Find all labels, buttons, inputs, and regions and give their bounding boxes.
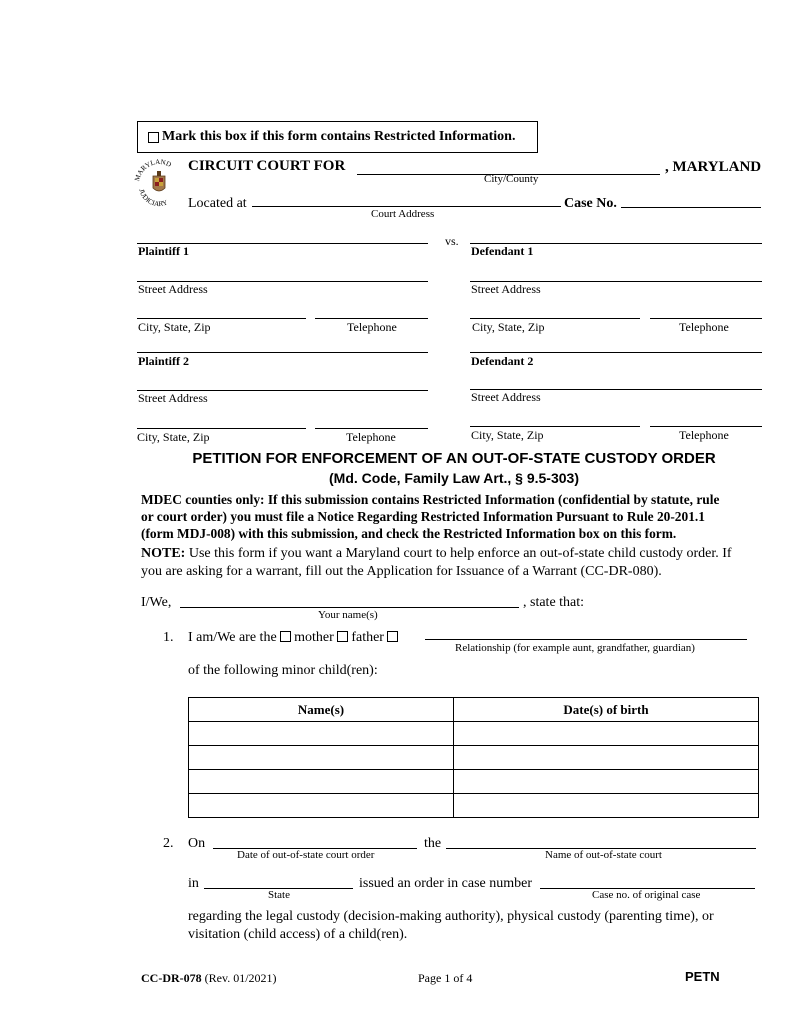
court-prefix: CIRCUIT COURT FOR bbox=[188, 158, 346, 174]
form-code: PETN bbox=[685, 969, 720, 984]
form-title: PETITION FOR ENFORCEMENT OF AN OUT-OF-STATE CUSTODY ORDER bbox=[192, 450, 716, 467]
case-no-field[interactable] bbox=[621, 207, 761, 208]
defendant2-street-caption: Street Address bbox=[471, 390, 541, 404]
dob-header: Date(s) of birth bbox=[454, 698, 759, 722]
defendant1-label: Defendant 1 bbox=[471, 244, 534, 258]
plaintiff2-label: Plaintiff 2 bbox=[138, 354, 189, 368]
case-no-label: Case No. bbox=[564, 196, 617, 211]
item2-issued: issued an order in case number bbox=[359, 876, 532, 891]
mdec-line-1: MDEC counties only: If this submission contains Restricted Information (confidential by statute, rule bbox=[141, 492, 720, 507]
restricted-info-label: Mark this box if this form contains Restricted Information. bbox=[162, 129, 516, 144]
following-children-text: of the following minor child(ren): bbox=[188, 663, 378, 678]
item2-number: 2. bbox=[163, 836, 174, 851]
other-relationship-checkbox[interactable] bbox=[387, 631, 398, 642]
item1-text: I am/We are the bbox=[188, 630, 277, 645]
names-header: Name(s) bbox=[189, 698, 454, 722]
child-dob-cell[interactable] bbox=[454, 770, 759, 794]
regarding-line-2: visitation (child access) of a child(ren). bbox=[188, 927, 408, 942]
mdec-notice bbox=[141, 491, 719, 542]
plaintiff2-name-field[interactable] bbox=[137, 352, 428, 353]
plaintiff2-city-caption: City, State, Zip bbox=[137, 430, 210, 444]
relationship-field[interactable] bbox=[425, 639, 747, 640]
defendant2-phone-caption: Telephone bbox=[679, 428, 729, 442]
mother-label: mother bbox=[294, 630, 334, 645]
child-name-cell[interactable] bbox=[189, 722, 454, 746]
regarding-line-1: regarding the legal custody (decision-making authority), physical custody (parenting time), or bbox=[188, 909, 714, 924]
plaintiff2-street-caption: Street Address bbox=[138, 391, 208, 405]
page-number: Page 1 of 4 bbox=[418, 971, 473, 985]
item2-regarding bbox=[188, 908, 714, 944]
mother-checkbox[interactable] bbox=[280, 631, 291, 642]
plaintiff1-label: Plaintiff 1 bbox=[138, 244, 189, 258]
table-row bbox=[189, 746, 759, 770]
form-revision: (Rev. 01/2021) bbox=[204, 971, 277, 985]
item2-the: the bbox=[424, 836, 442, 851]
mdec-line-2: or court order) you must file a Notice Regarding Restricted Information Pursuant to Rule 20-201.1 bbox=[141, 509, 705, 524]
item2-on: On bbox=[188, 836, 206, 851]
restricted-info-box[interactable] bbox=[137, 121, 538, 153]
court-address-field[interactable] bbox=[252, 206, 561, 207]
defendant1-street-caption: Street Address bbox=[471, 282, 541, 296]
table-row bbox=[189, 794, 759, 818]
relationship-caption: Relationship (for example aunt, grandfather, guardian) bbox=[455, 642, 695, 654]
iwe-prefix: I/We, bbox=[141, 595, 172, 610]
court-address-caption: Court Address bbox=[371, 208, 435, 220]
state-caption: State bbox=[268, 889, 290, 901]
child-name-cell[interactable] bbox=[189, 746, 454, 770]
child-dob-cell[interactable] bbox=[454, 794, 759, 818]
footer-form-id bbox=[141, 971, 277, 986]
your-names-field[interactable] bbox=[180, 607, 519, 608]
child-name-cell[interactable] bbox=[189, 770, 454, 794]
note-block bbox=[141, 545, 732, 581]
plaintiff1-city-caption: City, State, Zip bbox=[138, 320, 211, 334]
defendant1-phone-caption: Telephone bbox=[679, 320, 729, 334]
defendant2-city-caption: City, State, Zip bbox=[471, 428, 544, 442]
item1-number: 1. bbox=[163, 630, 174, 645]
court-name-caption: Name of out-of-state court bbox=[545, 849, 662, 861]
restricted-info-checkbox[interactable] bbox=[148, 132, 159, 143]
case-number-caption: Case no. of original case bbox=[592, 889, 701, 901]
note-line-2: you are asking for a warrant, fill out the Application for Issuance of a Warrant (CC-DR-080). bbox=[141, 564, 662, 579]
iwe-suffix: , state that: bbox=[523, 595, 585, 610]
vs-label: vs. bbox=[445, 234, 459, 248]
seal-crest-icon bbox=[153, 171, 165, 191]
seal-bottom-text: JUDICIARY bbox=[137, 188, 169, 209]
plaintiff1-street-caption: Street Address bbox=[138, 282, 208, 296]
seal-top-text: MARYLAND bbox=[133, 157, 173, 183]
plaintiff1-phone-caption: Telephone bbox=[347, 320, 397, 334]
order-date-caption: Date of out-of-state court order bbox=[237, 849, 375, 861]
form-subtitle: (Md. Code, Family Law Art., § 9.5-303) bbox=[329, 470, 579, 486]
plaintiff2-phone-caption: Telephone bbox=[346, 430, 396, 444]
your-names-caption: Your name(s) bbox=[318, 609, 378, 621]
plaintiff2-city-field[interactable] bbox=[137, 428, 306, 429]
defendant2-city-field[interactable] bbox=[470, 426, 640, 427]
father-checkbox[interactable] bbox=[337, 631, 348, 642]
child-dob-cell[interactable] bbox=[454, 722, 759, 746]
father-label: father bbox=[351, 630, 384, 645]
maryland-judiciary-seal bbox=[133, 156, 185, 212]
mdec-line-3: (form MDJ-008) with this submission, and check the Restricted Information box on this form. bbox=[141, 526, 677, 541]
plaintiff2-phone-field[interactable] bbox=[315, 428, 428, 429]
defendant1-phone-field[interactable] bbox=[650, 318, 762, 319]
defendant1-city-field[interactable] bbox=[470, 318, 640, 319]
note-line-1: Use this form if you want a Maryland court to help enforce an out-of-state child custody order. If bbox=[188, 546, 732, 561]
plaintiff1-city-field[interactable] bbox=[137, 318, 306, 319]
child-dob-cell[interactable] bbox=[454, 746, 759, 770]
item2-in: in bbox=[188, 876, 199, 891]
children-table bbox=[188, 697, 759, 818]
defendant2-phone-field[interactable] bbox=[650, 426, 762, 427]
note-label: NOTE: bbox=[141, 546, 186, 561]
form-id: CC-DR-078 bbox=[141, 971, 202, 985]
defendant1-city-caption: City, State, Zip bbox=[472, 320, 545, 334]
plaintiff1-phone-field[interactable] bbox=[315, 318, 428, 319]
table-row bbox=[189, 770, 759, 794]
court-suffix: , MARYLAND bbox=[665, 159, 762, 175]
table-row bbox=[189, 722, 759, 746]
city-county-caption: City/County bbox=[484, 173, 539, 185]
located-at-label: Located at bbox=[188, 196, 247, 211]
item1-line bbox=[188, 630, 401, 646]
defendant2-name-field[interactable] bbox=[470, 352, 762, 353]
child-name-cell[interactable] bbox=[189, 794, 454, 818]
defendant2-label: Defendant 2 bbox=[471, 354, 534, 368]
